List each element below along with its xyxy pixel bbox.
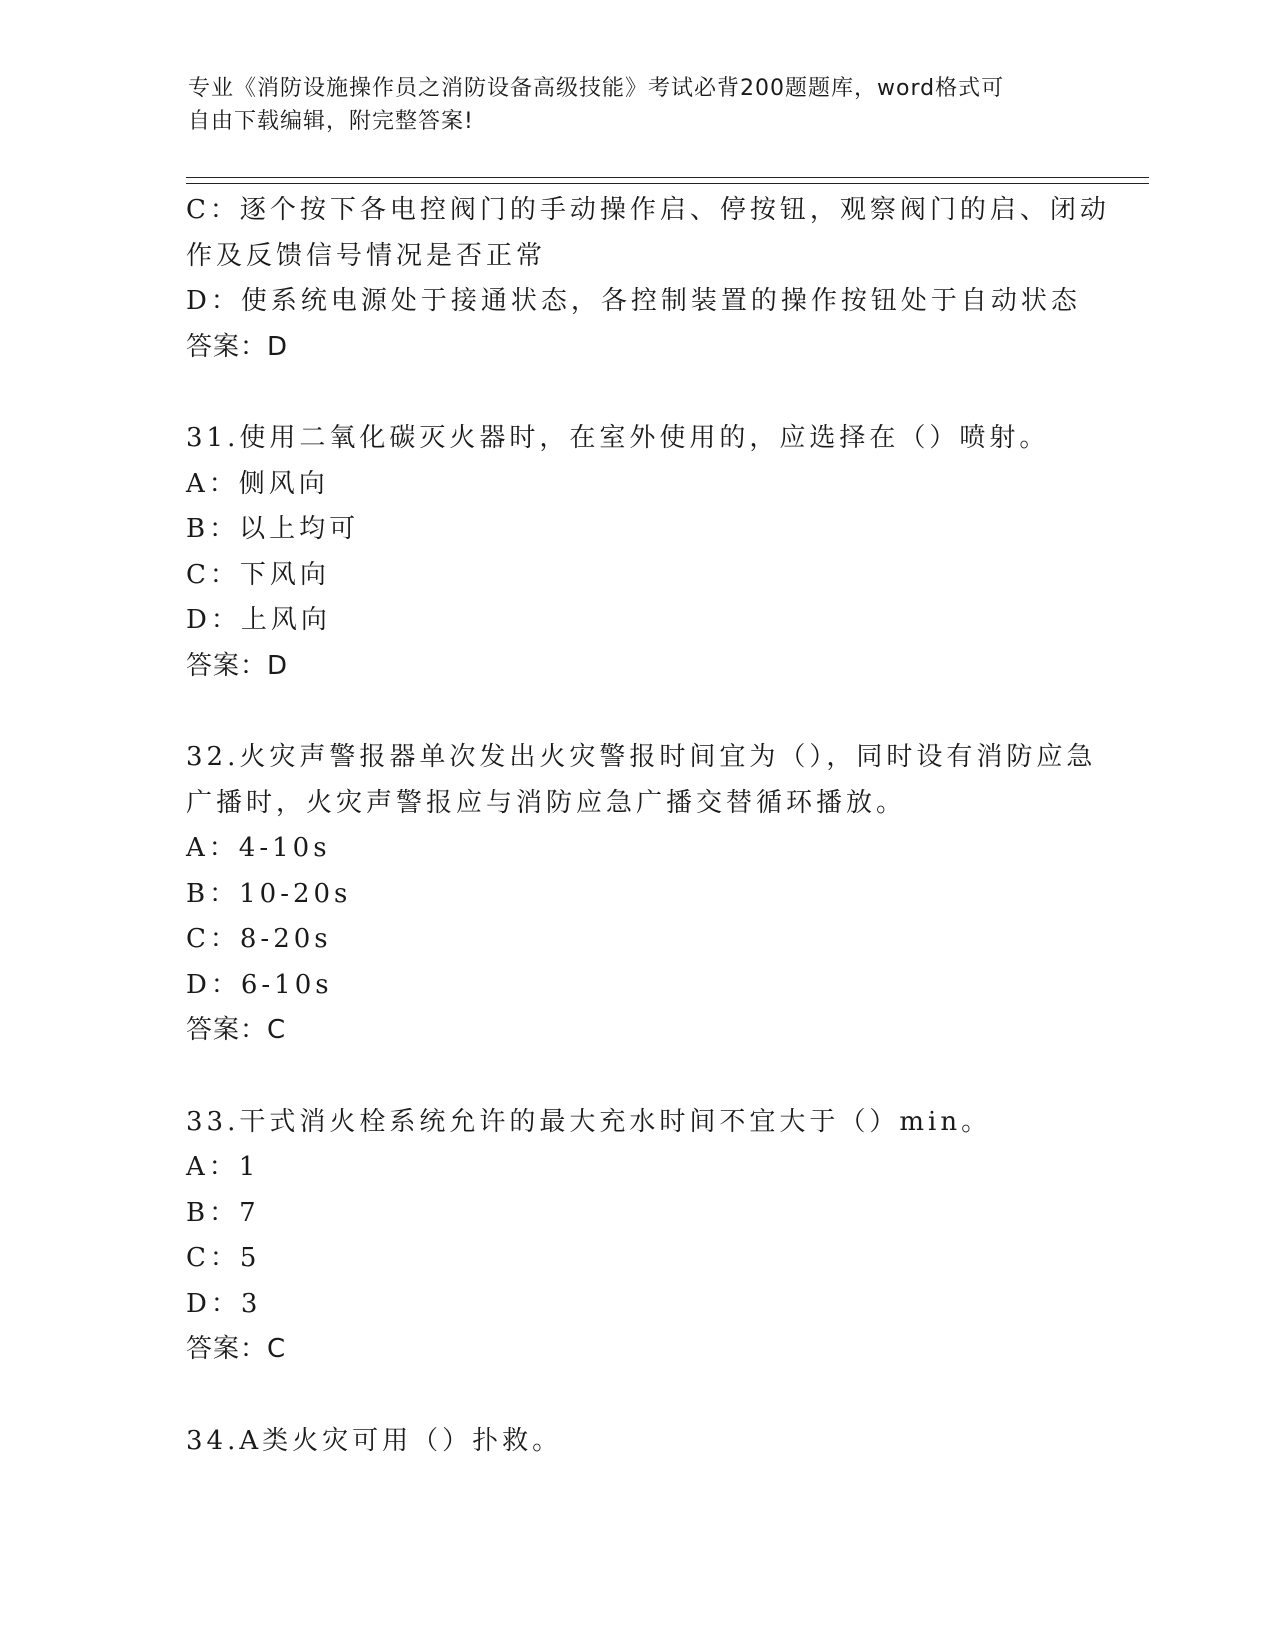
answer: 答案：D — [186, 331, 289, 362]
question-stem-line-1: 32.火灾声警报器单次发出火灾警报时间宜为（），同时设有消防应急 — [186, 742, 1097, 772]
option-b: B：以上均可 — [186, 514, 360, 544]
option-d: D：6-10s — [186, 969, 333, 1000]
answer: 答案：C — [186, 1334, 287, 1364]
spacer — [186, 370, 1086, 416]
option-d: D：3 — [186, 1288, 262, 1319]
option-c: C：下风向 — [186, 559, 330, 590]
option-a: A：1 — [186, 1152, 260, 1182]
option-c: C：5 — [186, 1243, 261, 1273]
question-list — [186, 188, 1110, 1464]
spacer — [186, 1054, 1086, 1100]
document-header — [188, 72, 1068, 138]
question-33 — [186, 1100, 1086, 1373]
option-d: D：使系统电源处于接通状态，各控制装置的操作按钮处于自动状态 — [186, 286, 1081, 316]
question-stem: 31.使用二氧化碳灭火器时，在室外使用的，应选择在（）喷射。 — [186, 423, 1050, 453]
option-a: A：4-10s — [186, 833, 331, 863]
question-34 — [186, 1419, 1086, 1465]
header-rule-bottom — [186, 183, 1149, 184]
option-b: B：7 — [186, 1197, 260, 1228]
spacer — [186, 689, 1086, 735]
question-stem: 34.A类火灾可用（）扑救。 — [186, 1425, 563, 1456]
header-line-1: 专业《消防设施操作员之消防设备高级技能》考试必背200题题库，word格式可 — [188, 76, 1005, 101]
answer: 答案：C — [186, 1015, 287, 1045]
question-stem-line-2: 广播时，火灾声警报应与消防应急广播交替循环播放。 — [186, 787, 907, 818]
option-c-line-1: C：逐个按下各电控阀门的手动操作启、停按钮，观察阀门的启、闭动 — [186, 195, 1110, 225]
option-b: B：10-20s — [186, 878, 352, 909]
answer: 答案：D — [186, 650, 289, 681]
option-c-line-2: 作及反馈信号情况是否正常 — [186, 240, 547, 271]
option-a: A：侧风向 — [186, 468, 329, 499]
header-line-2: 自由下载编辑，附完整答案! — [188, 109, 474, 134]
question-stem: 33.干式消火栓系统允许的最大充水时间不宜大于（）min。 — [186, 1106, 992, 1137]
header-rule-top — [186, 177, 1149, 178]
option-d: D：上风向 — [186, 605, 331, 635]
question-31 — [186, 416, 1086, 689]
question-32 — [186, 735, 1097, 1054]
spacer — [186, 1373, 1086, 1419]
option-c: C：8-20s — [186, 924, 332, 954]
question-30-continued — [186, 188, 1110, 370]
